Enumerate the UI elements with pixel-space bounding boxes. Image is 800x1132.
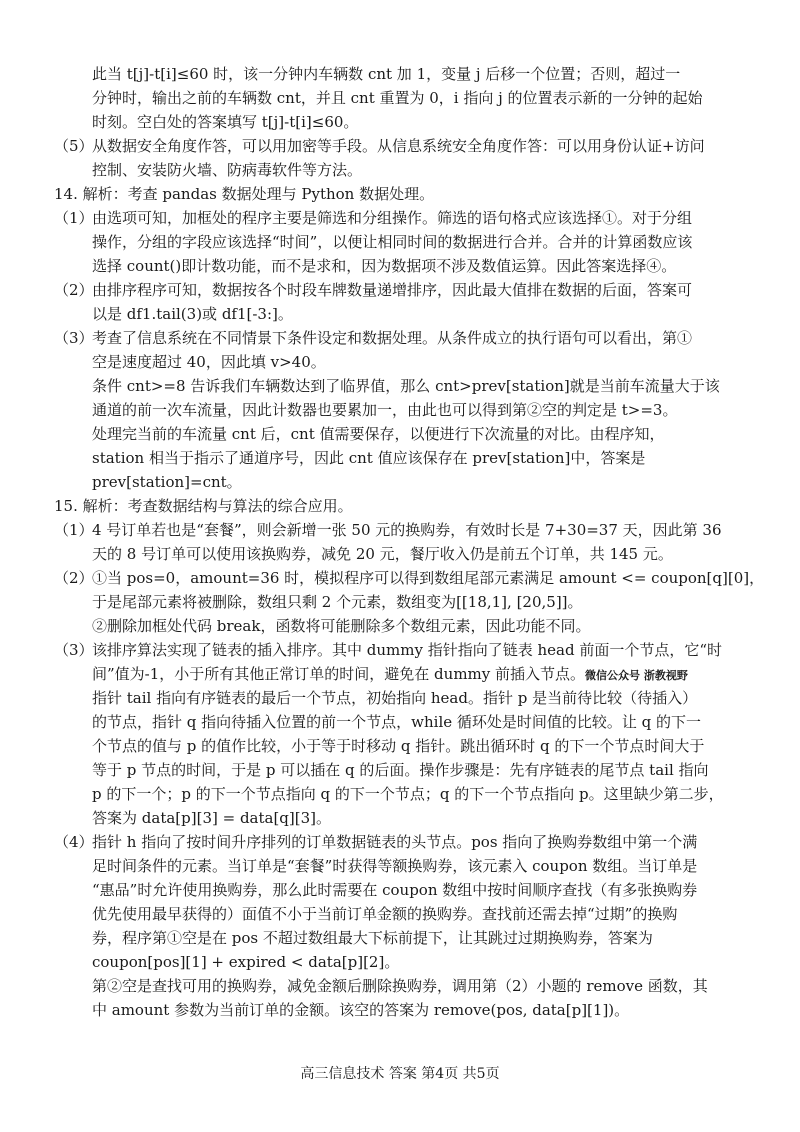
text-line (54, 830, 766, 854)
line-text: 以是 df1.tail(3)或 df1[-3:]。 (92, 305, 293, 323)
line-text: 间”值为-1，小于所有其他正常订单的时间，避免在 dummy 前插入节点。 (92, 665, 586, 683)
section-heading (54, 494, 766, 518)
item-number: （2） (54, 281, 94, 299)
line-text: 14. 解析：考查 pandas 数据处理与 Python 数据处理。 (54, 185, 435, 203)
line-text: 足时间条件的元素。当订单是“套餐”时获得等额换购券，该元素入 coupon 数组。当订单是 (92, 857, 698, 875)
text-line (54, 326, 766, 350)
text-line (54, 878, 766, 902)
text-line (54, 926, 766, 950)
text-line (54, 398, 766, 422)
line-text: ①当 pos=0，amount=36 时，模拟程序可以得到数组尾部元素满足 amount <= coupon[q][0]， (92, 569, 765, 587)
text-line (54, 254, 766, 278)
line-text: 于是尾部元素将被删除，数组只剩 2 个元素，数组变为[[18,1], [20,5]]。 (92, 593, 583, 611)
line-text: 条件 cnt>=8 告诉我们车辆数达到了临界值，那么 cnt>prev[station]就是当前车流量大于该 (92, 377, 720, 395)
line-text: station 相当于指示了通道序号，因此 cnt 值应该保存在 prev[station]中，答案是 (92, 449, 646, 467)
line-text: ②删除加框处代码 break，函数将可能删除多个数组元素，因此功能不同。 (92, 617, 591, 635)
line-text: 由排序程序可知，数据按各个时段车牌数量递增排序，因此最大值排在数据的后面，答案可 (92, 281, 693, 299)
text-line (54, 806, 766, 830)
line-text: 空是速度超过 40，因此填 v>40。 (92, 353, 326, 371)
page-footer: 高三信息技术 答案 第4页 共5页 (300, 1066, 500, 1082)
text-line (54, 206, 766, 230)
line-text: 从数据安全角度作答，可以用加密等手段。从信息系统安全角度作答：可以用身份认证+访问 (92, 137, 705, 155)
line-text: 由选项可知，加框处的程序主要是筛选和分组操作。筛选的语句格式应该选择①。对于分组 (92, 209, 693, 227)
line-text: 优先使用最早获得的）面值不小于当前订单金额的换购券。查找前还需去掉“过期”的换购 (92, 905, 678, 923)
text-line (54, 374, 766, 398)
text-line (54, 902, 766, 926)
text-line (54, 710, 766, 734)
line-text: 第②空是查找可用的换购券，减免金额后删除换购券，调用第（2）小题的 remove 函数，其 (92, 977, 708, 995)
line-text: 等于 p 节点的时间，于是 p 可以插在 q 的后面。操作步骤是：先有序链表的尾节点 tail 指向 (92, 761, 709, 779)
text-line (54, 278, 766, 302)
line-text: 指针 h 指向了按时间升序排列的订单数据链表的头节点。pos 指向了换购券数组中第一个满 (92, 833, 698, 851)
item-number: （4） (54, 833, 94, 851)
line-text: 通道的前一次车流量，因此计数器也要累加一，由此也可以得到第②空的判定是 t>=3。 (92, 401, 678, 419)
item-number: （1） (54, 209, 94, 227)
text-line (54, 854, 766, 878)
text-line (54, 566, 766, 590)
item-number: （3） (54, 329, 94, 347)
line-text: 分钟时，输出之前的车辆数 cnt，并且 cnt 重置为 0，i 指向 j 的位置表示新的一分钟的起始 (92, 89, 703, 107)
text-line (54, 302, 766, 326)
line-text: 指针 tail 指向有序链表的最后一个节点，初始指向 head。指针 p 是当前待比较（待插入） (92, 689, 698, 707)
line-text: 处理完当前的车流量 cnt 后，cnt 值需要保存，以便进行下次流量的对比。由程序知， (92, 425, 665, 443)
text-line (54, 110, 766, 134)
text-line (54, 158, 766, 182)
text-line (54, 422, 766, 446)
text-line (54, 542, 766, 566)
line-text: 中 amount 参数为当前订单的金额。该空的答案为 remove(pos, data[p][1])。 (92, 1001, 630, 1019)
line-text: 时刻。空白处的答案填写 t[j]-t[i]≤60。 (92, 113, 359, 131)
line-text: 的节点，指针 q 指向待插入位置的前一个节点，while 循环处是时间值的比较。让 q 的下一 (92, 713, 702, 731)
line-text: coupon[pos][1] + expired < data[p][2]。 (92, 953, 400, 971)
section-heading (54, 182, 766, 206)
line-text: “惠品”时允许使用换购券，那么此时需要在 coupon 数组中按时间顺序查找（有多张换购券 (92, 881, 698, 899)
answer-body (54, 62, 766, 1022)
text-line (54, 590, 766, 614)
text-line (54, 614, 766, 638)
item-number: （3） (54, 641, 94, 659)
text-line (54, 950, 766, 974)
text-line (54, 662, 766, 686)
text-line (54, 446, 766, 470)
text-line (54, 758, 766, 782)
text-line (54, 974, 766, 998)
text-line (54, 518, 766, 542)
text-line (54, 998, 766, 1022)
text-line (54, 350, 766, 374)
text-line (54, 638, 766, 662)
text-line (54, 734, 766, 758)
item-number: （5） (54, 137, 94, 155)
watermark-text: 微信公众号 浙教视野 (585, 669, 688, 682)
text-line (54, 134, 766, 158)
line-text: 4 号订单若也是“套餐”，则会新增一张 50 元的换购券，有效时长是 7+30=37 天，因此第 36 (92, 521, 722, 539)
line-text: 考查了信息系统在不同情景下条件设定和数据处理。从条件成立的执行语句可以看出，第① (92, 329, 693, 347)
text-line (54, 230, 766, 254)
text-line (54, 782, 766, 806)
line-text: 控制、安装防火墙、防病毒软件等方法。 (92, 161, 363, 179)
line-text: p 的下一个；p 的下一个节点指向 q 的下一个节点；q 的下一个节点指向 p。这里缺少第二步， (92, 785, 724, 803)
line-text: 操作，分组的字段应该选择“时间”，以便让相同时间的数据进行合并。合并的计算函数应该 (92, 233, 693, 251)
line-text: 此当 t[j]-t[i]≤60 时，该一分钟内车辆数 cnt 加 1，变量 j 后移一个位置；否则，超过一 (92, 65, 681, 83)
line-text: 券，程序第①空是在 pos 不超过数组最大下标前提下，让其跳过过期换购券，答案为 (92, 929, 653, 947)
line-text: 15. 解析：考查数据结构与算法的综合应用。 (54, 497, 353, 515)
line-text: 答案为 data[p][3] = data[q][3]。 (92, 809, 332, 827)
line-text: 个节点的值与 p 的值作比较，小于等于时移动 q 指针。跳出循环时 q 的下一个节点时间大于 (92, 737, 705, 755)
text-line (54, 470, 766, 494)
text-line (54, 62, 766, 86)
line-text: 选择 count()即计数功能，而不是求和，因为数据项不涉及数值运算。因此答案选择④。 (92, 257, 677, 275)
text-line (54, 686, 766, 710)
item-number: （1） (54, 521, 94, 539)
text-line (54, 86, 766, 110)
item-number: （2） (54, 569, 94, 587)
line-text: 天的 8 号订单可以使用该换购券，减免 20 元，餐厅收入仍是前五个订单，共 145 元。 (92, 545, 673, 563)
line-text: prev[station]=cnt。 (92, 473, 242, 491)
line-text: 该排序算法实现了链表的插入排序。其中 dummy 指针指向了链表 head 前面一个节点，它“时 (92, 641, 723, 659)
